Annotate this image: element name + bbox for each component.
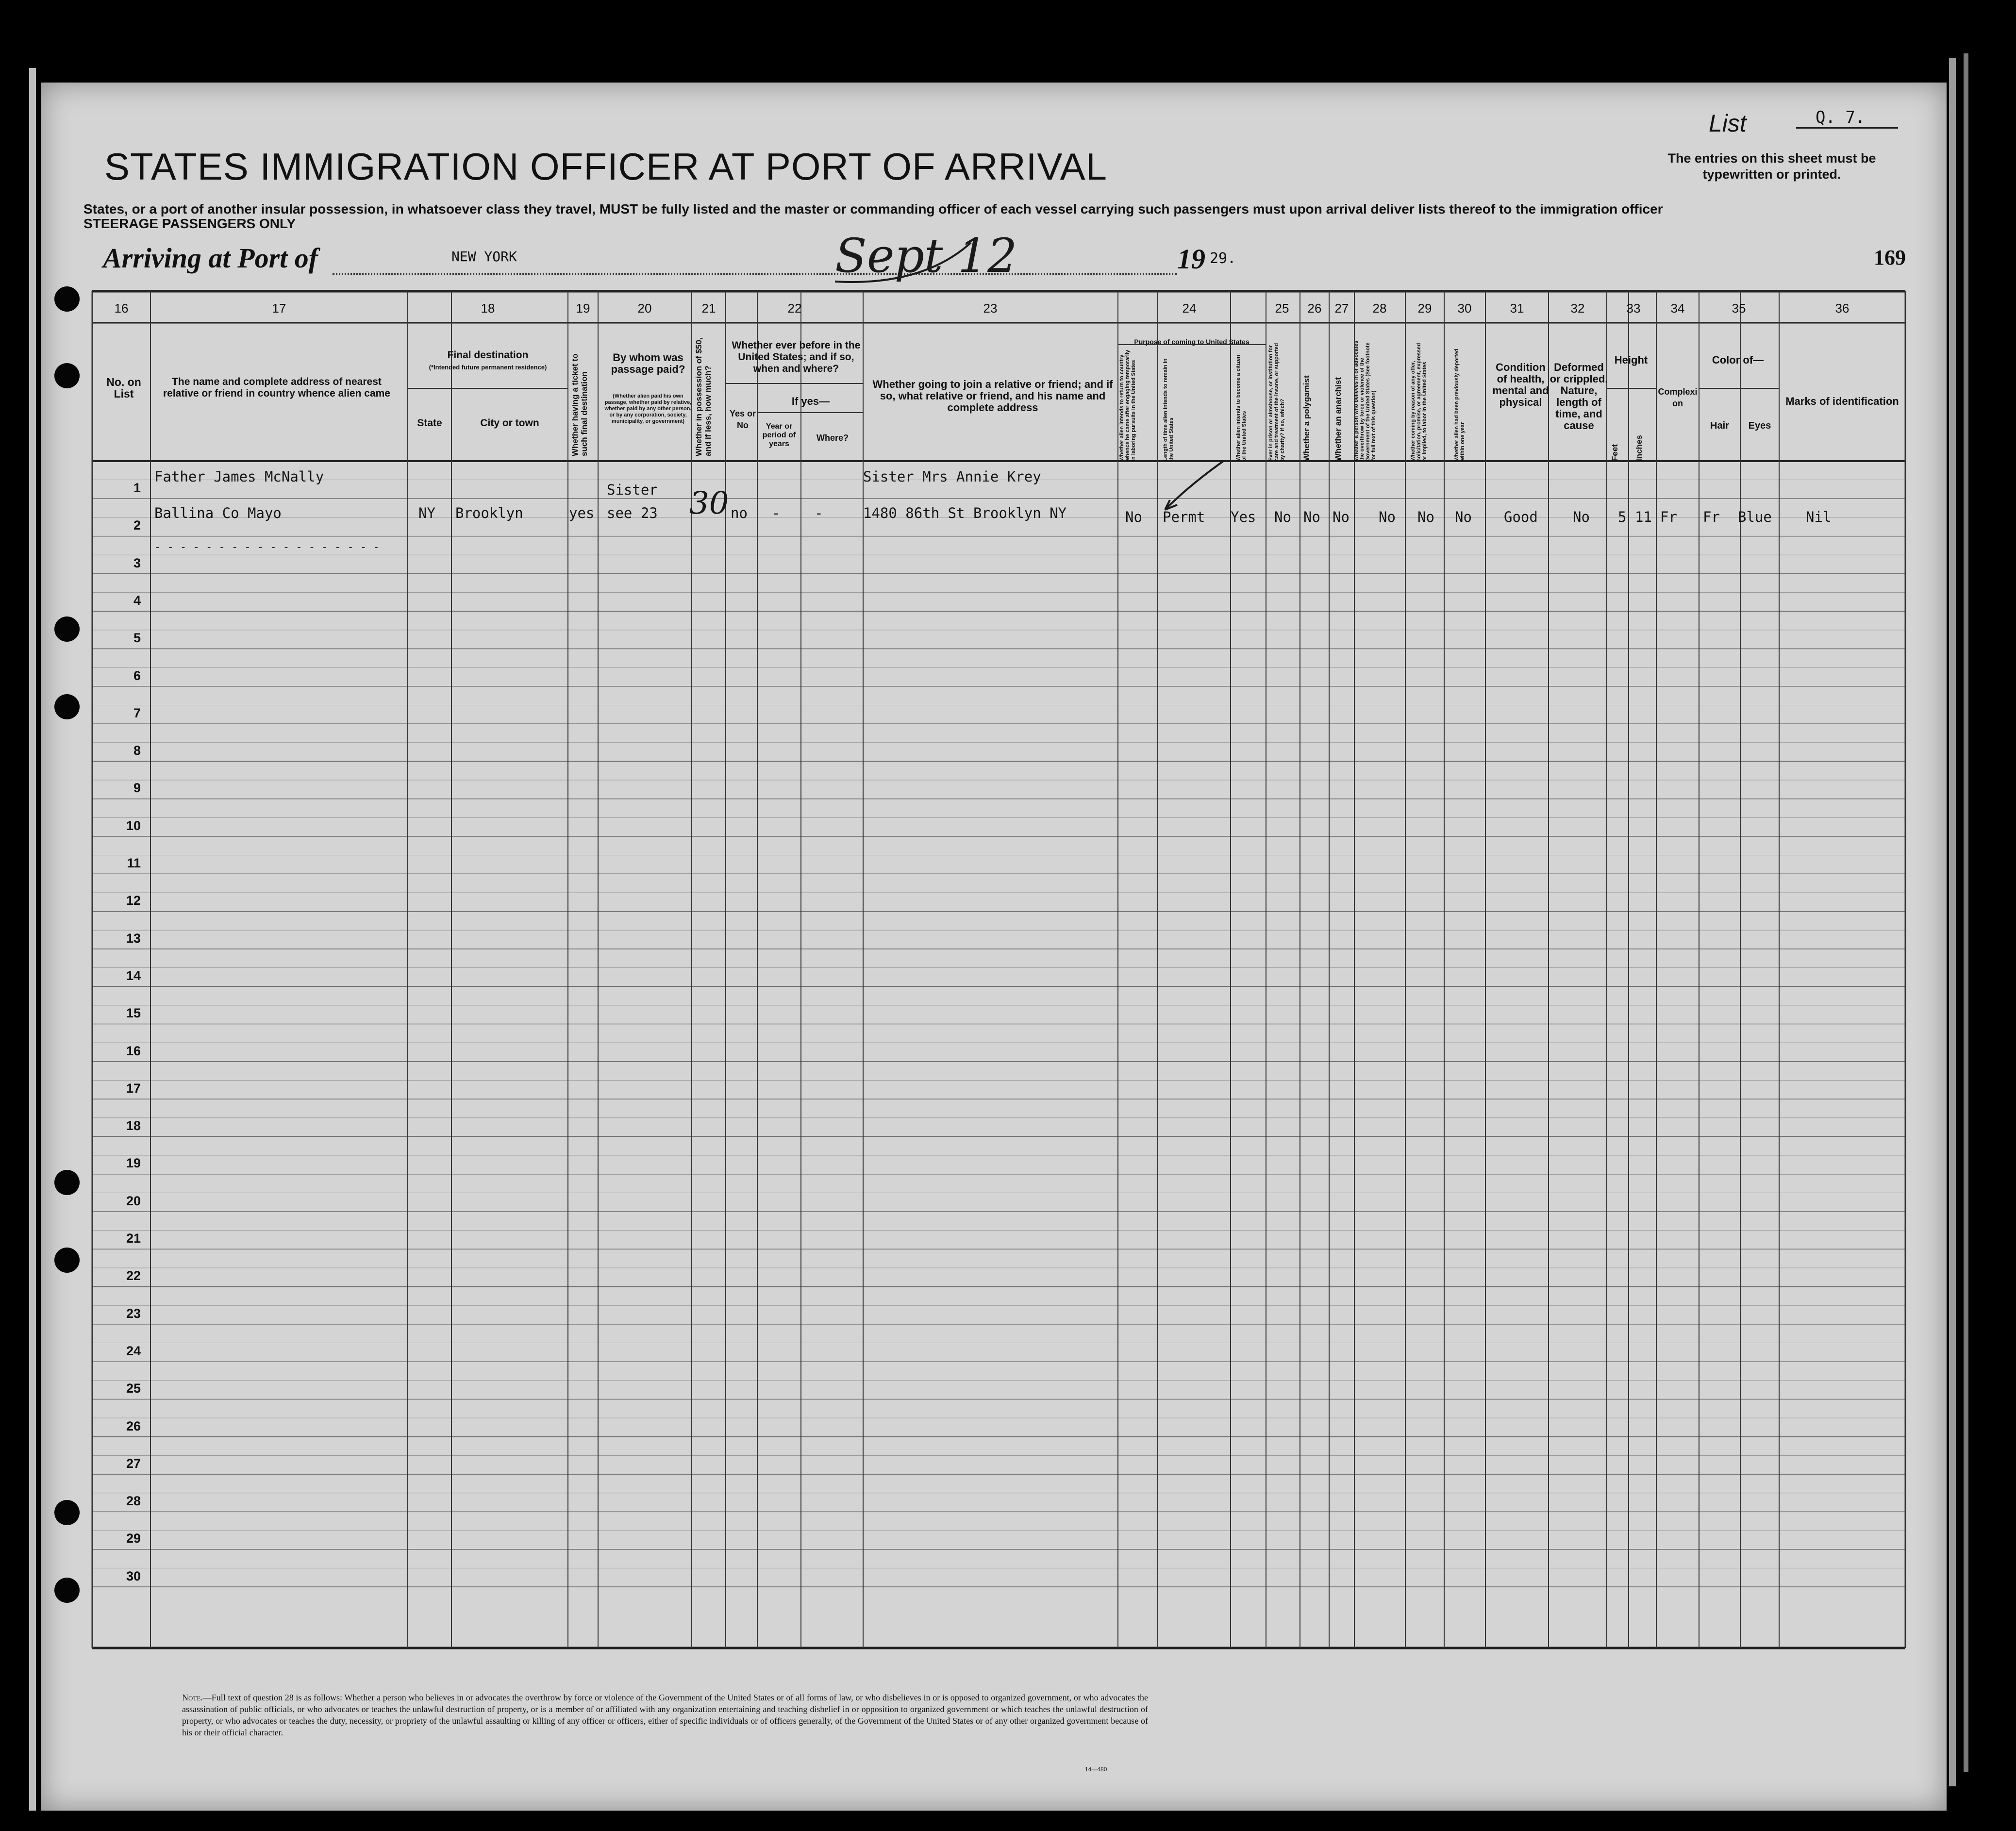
column-number: 32 [1570, 301, 1585, 316]
column-number: 29 [1417, 301, 1432, 316]
header-complexion: Complexion [1658, 387, 1698, 408]
row-number: 27 [126, 1456, 141, 1471]
header-deported: Whether alien had been previously deported within one year [1454, 349, 1466, 461]
header-length: Length of time alien intends to remain in the United States [1163, 358, 1174, 461]
year-suffix: 29. [1210, 250, 1236, 267]
row-number: 14 [126, 968, 141, 983]
column-number: 31 [1510, 301, 1524, 316]
header-deformed: Deformed or crippled. Nature, length of time, and cause [1549, 361, 1608, 432]
header-yes-no: Yes or No [729, 409, 756, 430]
column-number: 22 [787, 301, 802, 316]
entry-q30: No [1455, 509, 1472, 525]
list-label: List [1709, 110, 1747, 137]
header-ticket: Whether having a ticket to such final destination [570, 353, 589, 456]
entry-where: - [815, 505, 823, 521]
column-number: 36 [1835, 301, 1849, 316]
header-passage-paid: By whom was passage paid? [611, 351, 685, 375]
header-final-destination-note: (*Intended future permanent residence) [429, 364, 547, 371]
column-number: 35 [1732, 301, 1746, 316]
row-number: 15 [126, 1006, 141, 1021]
column-number: 18 [481, 301, 495, 316]
header-money: Whether in possession of $50, and if less, how much? [694, 337, 713, 456]
row-number: 8 [133, 743, 141, 758]
year-prefix: 19 [1177, 243, 1205, 275]
header-passage-paid-note: (Whether alien paid his own passage, whether paid by relative, whether paid by any other person, or by any corporation, society, municipality, or government) [604, 393, 692, 424]
column-number: 30 [1457, 301, 1472, 316]
header-offer-to-labor: Whether coming by reason of any offer, solicitation, promise, or agreement, expressed or implied, to labor in the United States [1410, 343, 1428, 461]
entry-city: Brooklyn [455, 505, 523, 521]
header-inches: Inches [1634, 435, 1644, 461]
row-number: 30 [126, 1568, 141, 1583]
column-number: 21 [701, 301, 716, 316]
entry-join-line2: 1480 86th St Brooklyn NY [863, 505, 1067, 521]
entry-marks: Nil [1806, 509, 1832, 525]
row-number: 17 [126, 1081, 141, 1096]
row-number: 13 [126, 931, 141, 946]
entry-anarchist: No [1333, 509, 1350, 525]
row-number: 10 [126, 818, 141, 833]
header-anarchist: Whether an anarchist [1333, 377, 1343, 461]
entry-eyes: Blue [1738, 509, 1772, 525]
entry-length: Permt [1163, 509, 1205, 525]
header-prison: Ever in prison or almshouse, or institution for care and treatment of the insane, or supported by charity? If so, which? [1268, 343, 1285, 461]
row-number: 24 [126, 1343, 141, 1358]
row-number: 20 [126, 1193, 141, 1208]
header-citizen: Whether alien intends to become a citizen of the United States [1235, 355, 1247, 461]
header-feet: Feet [1610, 444, 1619, 461]
column-number: 26 [1307, 301, 1322, 316]
column-number: 24 [1182, 301, 1197, 316]
column-number: 23 [983, 301, 998, 316]
row-number: 16 [126, 1043, 141, 1058]
entry-feet: 5 [1618, 509, 1627, 525]
footnote-label: Note. [182, 1693, 203, 1702]
header-final-destination: Final destination [447, 350, 529, 361]
header-polygamist: Whether a polygamist [1302, 375, 1311, 461]
entry-relative-line2: Ballina Co Mayo [154, 505, 282, 521]
entry-inches: 11 [1635, 509, 1652, 525]
header-if-yes: If yes— [791, 395, 830, 407]
row-number: 23 [126, 1306, 141, 1321]
header-where: Where? [816, 433, 849, 443]
entry-relative-line1: Father James McNally [154, 468, 324, 485]
column-number: 28 [1372, 301, 1387, 316]
entry-health: Good [1504, 509, 1538, 525]
row-number: 3 [133, 555, 141, 570]
column-number: 34 [1670, 301, 1685, 316]
row-number: 26 [126, 1418, 141, 1433]
row-number: 29 [126, 1531, 141, 1546]
column-number: 19 [576, 301, 590, 316]
footnote-text: —Full text of question 28 is as follows: Whether a person who believes in or advocates the overthrow by force or violence of the Government of the United States or of all forms of law, or who disbelieves in or is opposed to organized government, or who advocates the assassination of public officials, or who advocates or teaches the unlawful destruction of property, or is a member of or affiliated with any organization entertaining and teaching disbelief in or opposition to organized government or which teaches the unlawful destruction of property, or who advocates or teaches the duty, necessity, or propriety of the unlawful assaulting or killing of any officer or officers, either of specific individuals or of officers generally, of the Government of the United States or of any other organized government because of his or their official character. [182, 1693, 1148, 1737]
header-ever-before: Whether ever before in the United States; and if so, when and where? [732, 340, 861, 374]
row-number: 6 [133, 668, 141, 683]
header-nearest-relative: The name and complete address of nearest relative or friend in country whence alien came [163, 376, 390, 399]
row-number: 21 [126, 1231, 141, 1246]
row-number: 5 [133, 631, 141, 646]
entry-row2-dashes: - - - - - - - - - - - - - - - - - - [154, 541, 380, 553]
row-number: 7 [133, 705, 141, 720]
form-id: 14—480 [1085, 1766, 1107, 1773]
row-number: 1 [133, 481, 141, 495]
row-number: 11 [127, 856, 141, 870]
header-health: Condition of health, mental and physical [1492, 361, 1549, 408]
entry-join-line1: Sister Mrs Annie Krey [863, 468, 1041, 485]
list-value: Q. 7. [1796, 108, 1898, 129]
entry-money: 30 [689, 485, 729, 521]
header-state: State [417, 417, 442, 429]
header-height: Height [1614, 354, 1648, 366]
column-number: 20 [637, 301, 652, 316]
column-number: 27 [1334, 301, 1349, 316]
header-question-28: Whether a person who believes in or advocates the overthrow by force or violence of the Government of the United States (See footnote for full text of this question) [1353, 340, 1377, 461]
port-name: NEW YORK [451, 249, 517, 265]
page-number: 169 [1874, 246, 1906, 269]
header-year: Year or period of years [762, 422, 796, 448]
header-return: Whether alien intends to return to country whence he came after engaging temporarily in laboring pursuits in the United States [1119, 350, 1136, 461]
row-number: 19 [126, 1156, 141, 1171]
entry-paid-by-line1: Sister [607, 482, 658, 498]
entry-paid-by-line2: see 23 [607, 505, 658, 521]
header-marks: Marks of identification [1785, 395, 1899, 407]
row-number: 12 [126, 893, 141, 908]
column-number: 16 [114, 301, 129, 316]
instructions: The entries on this sheet must be typewritten or printed. [1667, 151, 1876, 182]
header-eyes: Eyes [1748, 420, 1771, 431]
entry-year: - [772, 505, 781, 521]
handwritten-date-text: Sept 12 [835, 229, 1017, 283]
entry-return: No [1125, 509, 1142, 525]
row-number: 9 [133, 781, 141, 796]
header-join-relative: Whether going to join a relative or friend; and if so, what relative or friend, and his name and complete address [872, 378, 1113, 414]
header-steerage: STEERAGE PASSENGERS ONLY [83, 216, 296, 231]
arriving-label: Arriving at Port of [103, 242, 318, 274]
row-number: 2 [133, 518, 141, 533]
header-hair: Hair [1710, 420, 1729, 431]
column-number: 25 [1275, 301, 1289, 316]
entry-prison: No [1274, 509, 1291, 525]
page-title: STATES IMMIGRATION OFFICER AT PORT OF ARRIVAL [104, 145, 1108, 188]
header-purpose: Purpose of coming to United States [1134, 338, 1250, 346]
entry-q28: No [1379, 509, 1396, 525]
entry-deformed: No [1573, 509, 1590, 525]
header-no-on-list: No. on List [106, 376, 141, 400]
row-number: 28 [126, 1494, 141, 1509]
row-number: 4 [133, 593, 141, 608]
row-number: 25 [126, 1381, 141, 1396]
entry-ticket: yes [569, 505, 595, 521]
column-number: 17 [272, 301, 286, 316]
header-city: City or town [480, 417, 539, 429]
row-number: 18 [126, 1118, 141, 1133]
header-color-of: Color of— [1712, 354, 1764, 366]
footnote [182, 1692, 1148, 1738]
entry-q29: No [1417, 509, 1434, 525]
entry-complexion: Fr [1660, 509, 1677, 525]
entry-ever-before: no [731, 505, 748, 521]
handwritten-tick [1160, 456, 1228, 515]
entry-polygamist: No [1303, 509, 1320, 525]
entry-hair: Fr [1703, 509, 1720, 525]
entry-state: NY [418, 505, 435, 521]
header-subtitle: States, or a port of another insular possession, in whatsoever class they travel, MUST be fully listed and the master or commanding officer of each vessel carrying such passengers must upon arrival deliver lists thereof to the immigration officer [83, 201, 1663, 216]
column-number: 33 [1626, 301, 1641, 316]
row-number: 22 [126, 1268, 141, 1283]
entry-citizen: Yes [1231, 509, 1256, 525]
